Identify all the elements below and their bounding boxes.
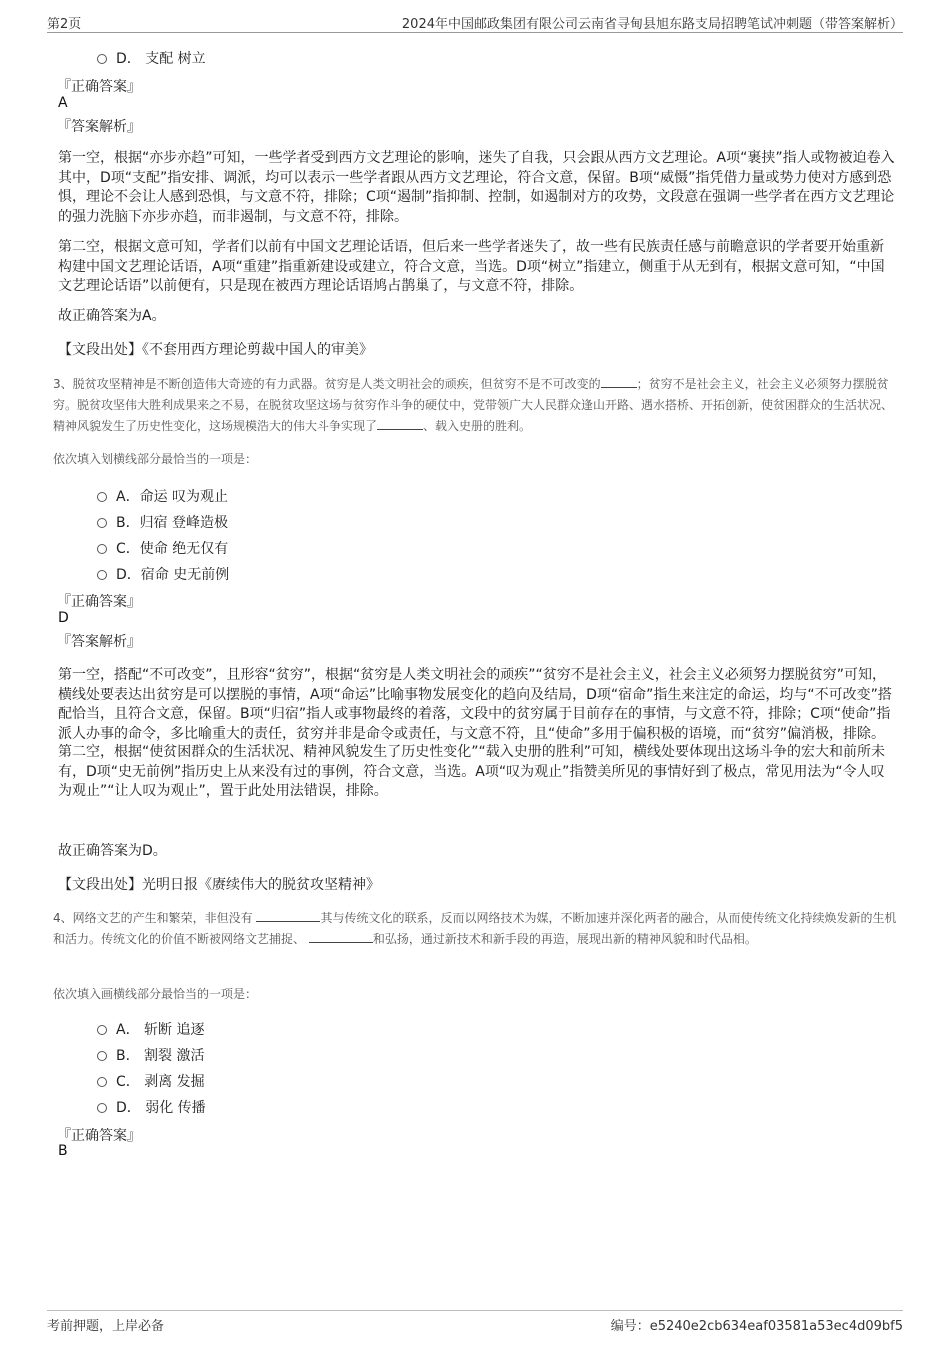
source-citation: 【文段出处】光明日报《赓续伟大的脱贫攻坚精神》 [58, 877, 380, 893]
page-number: 第2页 [47, 17, 82, 32]
analysis-paragraph: 第一空，根据“亦步亦趋”可知，一些学者受到西方文艺理论的影响，迷失了自我，只会跟从西方文艺理论。A项“裹挟”指人或物被迫卷入其中，D项“支配”指安排、调派，均可以表示一些学者跟从西方文艺理论，符合文意，保留。B项“威慑”指凭借力量或势力使对方感到恐惧，理论不会让人感到恐惧，与文意不符，排除；C项“遏制”指抑制、控制，如遏制对方的攻势，文段意在强调一些学者在西方文艺理论的强力洗脑下亦步亦趋，而非遏制，与文意不符，排除。 [58, 150, 895, 225]
radio-icon[interactable] [97, 544, 107, 554]
conclusion: 故正确答案为A。 [58, 308, 166, 324]
radio-icon[interactable] [97, 492, 107, 502]
document-code: 编号：e5240e2cb634eaf03581a53ec4d09bf5 [610, 1319, 903, 1334]
answer-label: 『正确答案』 [57, 1128, 141, 1144]
answer-value: A [58, 95, 68, 111]
q3-option-b[interactable]: B．归宿 登峰造极 [97, 512, 228, 532]
q4-option-c[interactable]: C． 剥离 发掘 [97, 1071, 205, 1091]
analysis-paragraph: 第二空，根据文意可知，学者们以前有中国文艺理论话语，但后来一些学者迷失了，故一些有民族责任感与前瞻意识的学者要开始重新构建中国文艺理论话语，A项“重建”指重新建设或建立，符合文意，当选。D项“树立”指建立，侧重于从无到有，根据文意可知，“中国文艺理论话语”以前便有，只是现在被西方理论话语鸠占鹊巢了，与文意不符，排除。 [58, 239, 885, 294]
answer-label: 『正确答案』 [57, 79, 141, 95]
radio-icon[interactable] [97, 1051, 107, 1061]
question-stem: 3、脱贫攻坚精神是不断创造伟大奇迹的有力武器。贫穷是人类文明社会的顽疾，但贫穷不是不可改变的 ；贫穷不是社会主义，社会主义必须努力摆脱贫穷。脱贫攻坚伟大胜利成果来之不易，在脱贫攻坚这场与贫穷作斗争的硬仗中，党带领广大人民群众逢山开路、遇水搭桥、开拓创新，使贫困群众的生活状况、精神风貌发生了历史性变化，这场规模浩大的伟大斗争实现了 、载入史册的胜利。 [53, 374, 899, 437]
answer-label: 『正确答案』 [57, 594, 141, 610]
q3-option-a[interactable]: A．命运 叹为观止 [97, 486, 228, 506]
question-prompt: 依次填入划横线部分最恰当的一项是： [53, 452, 258, 466]
page-header [47, 12, 903, 33]
answer-value: D [58, 610, 69, 626]
conclusion: 故正确答案为D。 [58, 843, 167, 859]
radio-icon[interactable] [97, 1025, 107, 1035]
radio-icon[interactable] [97, 570, 107, 580]
q4-option-d[interactable]: D． 弱化 传播 [97, 1097, 206, 1117]
fill-blank [309, 929, 373, 943]
radio-icon[interactable] [97, 1103, 107, 1113]
q4-option-b[interactable]: B． 割裂 激活 [97, 1045, 205, 1065]
q3-option-d[interactable]: D．宿命 史无前例 [97, 564, 229, 584]
document-title: 2024年中国邮政集团有限公司云南省寻甸县旭东路支局招聘笔试冲刺题（带答案解析） [401, 17, 903, 32]
question-prompt: 依次填入画横线部分最恰当的一项是： [53, 987, 258, 1001]
fill-blank [256, 908, 320, 922]
source-citation: 【文段出处】《不套用西方理论剪裁中国人的审美》 [58, 342, 373, 358]
page-footer [47, 1310, 903, 1337]
fill-blank [377, 416, 423, 430]
q2-option-d[interactable] [97, 48, 206, 68]
answer-value: B [58, 1143, 68, 1159]
option-label: D． 支配 树立 [116, 51, 206, 67]
analysis-paragraph: 第一空，搭配“不可改变”，且形容“贫穷”，根据“贫穷是人类文明社会的顽疾”“贫穷不是社会主义，社会主义必须努力摆脱贫穷”可知，横线处要表达出贫穷是可以摆脱的事情，A项“命运”比喻事物发展变化的趋向及结局，D项“宿命”指生来注定的命运，均与“不可改变”搭配恰当，且符合文意，保留。B项“归宿”指人或事物最终的着落，文段中的贫穷属于目前存在的事情，与文意不符，排除；C项“使命”指派人办事的命令，多比喻重大的责任，贫穷并非是命令或责任，与文意不符，且“使命”多用于偏积极的语境，而“贫穷”偏消极，排除。 [58, 667, 892, 742]
radio-icon[interactable] [97, 1077, 107, 1087]
analysis-paragraph: 第二空，根据“使贫困群众的生活状况、精神风貌发生了历史性变化”“载入史册的胜利”可知，横线处要体现出这场斗争的宏大和前所未有，D项“史无前例”指历史上从来没有过的事例，符合文意，当选。A项“叹为观止”指赞美所见的事情好到了极点，常见用法为“令人叹为观止”“让人叹为观止”，置于此处用法错误，排除。 [58, 744, 886, 799]
q3-option-c[interactable]: C．使命 绝无仅有 [97, 538, 228, 558]
radio-icon[interactable] [97, 518, 107, 528]
footer-slogan: 考前押题，上岸必备 [47, 1319, 165, 1334]
fill-blank [601, 374, 637, 388]
q4-option-a[interactable]: A． 斩断 追逐 [97, 1019, 204, 1039]
question-stem: 4、网络文艺的产生和繁荣，非但没有 其与传统文化的联系，反而以网络技术为媒，不断加速并深化两者的融合，从而使传统文化持续焕发新的生机和活力。传统文化的价值不断被网络文艺捕捉、 和弘扬，通过新技术和新手段的再造，展现出新的精神风貌和时代品相。 [53, 908, 899, 950]
analysis-label: 『答案解析』 [57, 119, 141, 135]
radio-icon[interactable] [97, 54, 107, 64]
analysis-label: 『答案解析』 [57, 634, 141, 650]
